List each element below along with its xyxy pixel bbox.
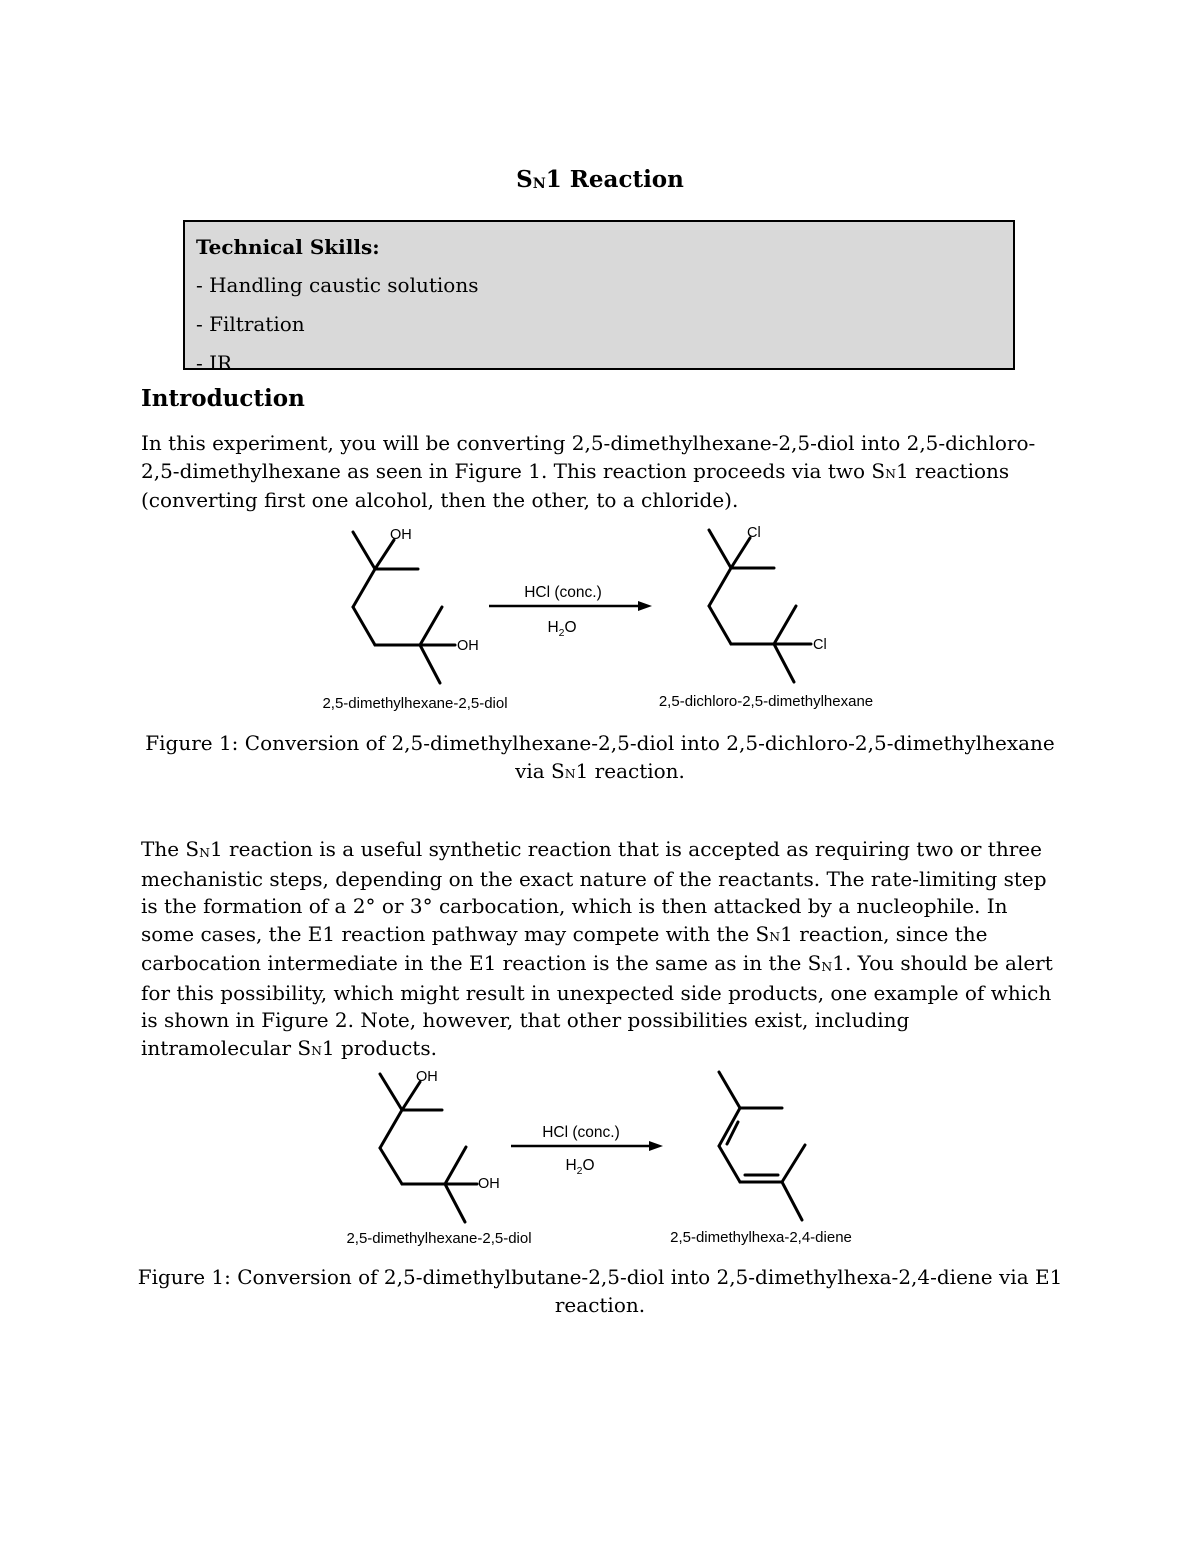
figure1-reaction-arrow: [489, 601, 652, 611]
figure1-caption: Figure 1: Conversion of 2,5-dimethylhexane-2,5-diol into 2,5-dichloro-2,5-dimethylhexane via SN1 reaction.: [145, 731, 1055, 783]
figure2-reactant-structure: [380, 1074, 477, 1222]
oh-label: OH: [390, 527, 412, 543]
figure2-reaction-arrow: [511, 1141, 663, 1151]
figure1-reactant-structure: [353, 532, 455, 683]
cl-label: Cl: [813, 637, 827, 653]
introduction-heading: Introduction: [141, 385, 305, 412]
reagent-label: HCl (conc.): [524, 584, 602, 601]
product-name: 2,5-dimethylhexa-2,4-diene: [670, 1229, 852, 1246]
page-title: SN1 Reaction: [516, 166, 684, 193]
figure2-product-structure: [719, 1072, 805, 1220]
skill-item: - Handling caustic solutions: [196, 273, 479, 297]
solvent-label: $H_2O$: [565, 1157, 595, 1177]
oh-label: OH: [478, 1176, 500, 1192]
oh-label: OH: [457, 638, 479, 654]
product-name: 2,5-dichloro-2,5-dimethylhexane: [658, 693, 874, 710]
skills-heading: Technical Skills:: [196, 235, 380, 259]
figure2-caption: Figure 1: Conversion of 2,5-dimethylbutane-2,5-diol into 2,5-dimethylhexa-2,4-diene via E1 reaction.: [137, 1265, 1063, 1317]
oh-label: OH: [416, 1069, 438, 1085]
cl-label: Cl: [747, 525, 761, 541]
reactant-name: 2,5-dimethylhexane-2,5-diol: [322, 695, 508, 712]
solvent-label: $H_2O$: [547, 619, 577, 639]
intro-paragraph-1: In this experiment, you will be converting 2,5-dimethylhexane-2,5-diol into 2,5-dichloro-2,5-dimethylhexane as seen in Figure 1. This reaction proceeds via two SN1 reactions (converting first one alcohol, then the other, to a chloride).: [141, 431, 1036, 512]
figure1-product-structure: [709, 530, 811, 682]
skill-item: - Filtration: [196, 312, 305, 336]
reagent-label: HCl (conc.): [542, 1124, 620, 1141]
intro-paragraph-2: The SN1 reaction is a useful synthetic reaction that is accepted as requiring two or three mechanistic steps, depending on the exact nature of the reactants. The rate-limiting step is the formation of a 2° or 3° carbocation, which is then attacked by a nucleophile. In some cases, the E1 reaction pathway may compete with the SN1 reaction, since the carbocation intermediate in the E1 reaction is the same as in the SN1. You should be alert for this possibility, which might result in unexpected side products, one example of which is shown in Figure 2. Note, however, that other possibilities exist, including intramolecular SN1 products.: [141, 837, 1053, 1060]
skill-item: - IR: [196, 351, 233, 375]
reactant-name: 2,5-dimethylhexane-2,5-diol: [346, 1230, 532, 1247]
